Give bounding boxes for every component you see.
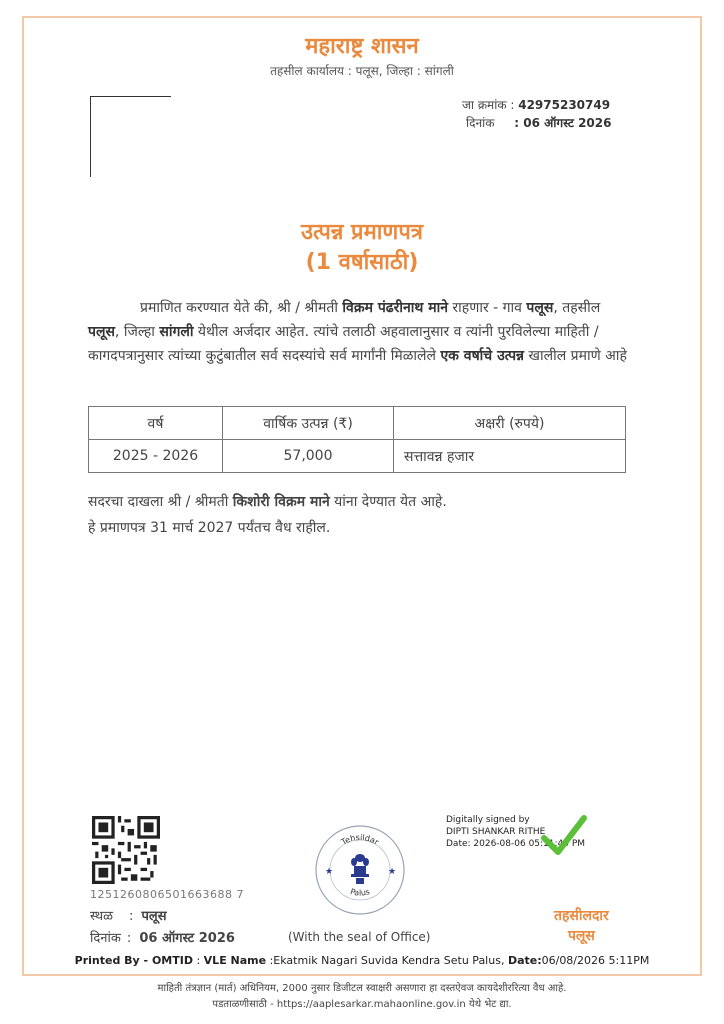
svg-text:★: ★ xyxy=(325,867,334,877)
signatory-place: पलूस xyxy=(567,928,595,944)
certificate-body xyxy=(88,296,636,368)
tehsil-name: पलूस xyxy=(88,324,115,340)
printed-date-label: Date: xyxy=(507,954,542,967)
dsig-line-1: Digitally signed by xyxy=(446,815,530,825)
body-text-2: राहणार - गाव xyxy=(447,300,527,316)
certificate-date-label: दिनांक xyxy=(466,116,495,130)
body-text-6: खालील प्रमाणे आहे xyxy=(524,348,627,364)
issued-text-1: सदरचा दाखला श्री / श्रीमती xyxy=(88,494,233,510)
issue-date-row: दिनांक : 06 ऑगस्ट 2026 xyxy=(90,931,235,946)
signatory-designation xyxy=(554,906,609,946)
applicant-name: विक्रम पंढरीनाथ माने xyxy=(342,300,448,316)
header-year: वर्ष xyxy=(89,407,223,440)
signature-valid-check-icon xyxy=(540,812,588,858)
certificate-title xyxy=(0,218,724,278)
table-row xyxy=(89,440,626,473)
svg-text:★: ★ xyxy=(388,867,397,877)
vle-name-label: VLE Name xyxy=(203,954,267,967)
printed-by-line xyxy=(22,954,702,967)
certificate-number-label: जा क्रमांक : xyxy=(462,98,515,112)
certificate-date-row xyxy=(466,114,611,131)
svg-text:Tehsildar xyxy=(339,833,381,847)
village-name: पलूस xyxy=(526,300,554,316)
vle-name-value: :Ekatmik Nagari Suvida Kendra Setu Palus, xyxy=(266,954,508,967)
certificate-title-period: (1 वर्षासाठी) xyxy=(305,250,419,275)
header-in-words: अक्षरी (रुपये) xyxy=(394,407,626,440)
body-text-3: , तहसील xyxy=(553,300,601,316)
seal-top-text: Tehsildar xyxy=(339,832,381,847)
dsig-date: Date: 2026-08-06 05:11:45 PM xyxy=(446,839,586,849)
svg-text:Palus xyxy=(349,887,371,898)
printed-by-label: Printed By - xyxy=(74,954,152,967)
validity-line: हे प्रमाणपत्र 31 मार्च 2027 पर्यंतच वैध राहील. xyxy=(88,520,331,536)
qr-reference-number: 1251260806501663688 7 xyxy=(90,888,244,901)
seal-caption: (With the seal of Office) xyxy=(288,930,431,944)
body-text-5: येथील अर्जदार आहेत. त्यांचे तलाठी अहवालानुसार व त्यांनी पुरविलेल्या माहिती / कागदपत्रानुसार त्यांच्या कुटुंबातील सर्व सदस्यांचे सर्व मार्गांनी मिळालेले xyxy=(88,324,599,364)
income-table xyxy=(88,406,626,473)
body-text-1: प्रमाणित करण्यात येते की, श्री / श्रीमती xyxy=(140,300,343,316)
issued-to-line xyxy=(88,492,447,511)
district-name: सांगली xyxy=(159,324,194,340)
issue-date-label: दिनांक xyxy=(90,931,121,946)
qr-code xyxy=(92,816,160,884)
place-label: स्थळ xyxy=(90,909,113,924)
photo-placeholder xyxy=(90,96,171,177)
certificate-date: : 06 ऑगस्ट 2026 xyxy=(514,116,612,130)
body-text-4: , जिल्हा xyxy=(114,324,160,340)
signatory-title: तहसीलदार xyxy=(554,908,609,924)
issue-date-value: 06 ऑगस्ट 2026 xyxy=(139,931,235,946)
place-row: स्थळ : पलूस xyxy=(90,909,167,924)
office-seal xyxy=(312,822,408,918)
omtid-label: OMTID xyxy=(151,954,193,967)
verification-note: पडताळणीसाठी - https://aaplesarkar.mahaonline.gov.in येथे भेट द्या. xyxy=(212,999,512,1010)
certificate-number-row xyxy=(462,96,610,113)
cell-year: 2025 - 2026 xyxy=(89,440,223,473)
certificate-title-main: उत्पन्न प्रमाणपत्र xyxy=(301,220,423,245)
header-annual-income: वार्षिक उत्पन्न (₹) xyxy=(223,407,394,440)
issued-text-2: यांना देण्यात येत आहे. xyxy=(329,494,447,510)
printed-sep: : xyxy=(192,954,204,967)
office-address: तहसील कार्यालय : पलूस, जिल्हा : सांगली xyxy=(270,64,454,78)
recipient-name: किशोरी विक्रम माने xyxy=(232,494,330,510)
printed-date-value: 06/08/2026 5:11PM xyxy=(541,954,650,967)
place-value: पलूस xyxy=(141,909,167,924)
table-header-row xyxy=(89,407,626,440)
seal-bottom-text: Palus xyxy=(349,887,371,898)
dsig-signer-name: DIPTI SHANKAR RITHE xyxy=(446,827,546,837)
certificate-number: 42975230749 xyxy=(518,98,611,112)
income-period: एक वर्षाचे उत्पन्न xyxy=(440,348,525,364)
cell-income-words: सत्तावन्न हजार xyxy=(394,440,626,473)
cell-income: 57,000 xyxy=(223,440,394,473)
legal-validity-note: माहिती तंत्रज्ञान (मार्त) अधिनियम, 2000 नुसार डिजीटल स्वाक्षरी असणारा हा दस्तऐवज कायदेशीररित्या वैध आहे. xyxy=(157,983,567,994)
government-title: महाराष्ट्र शासन xyxy=(305,34,419,59)
